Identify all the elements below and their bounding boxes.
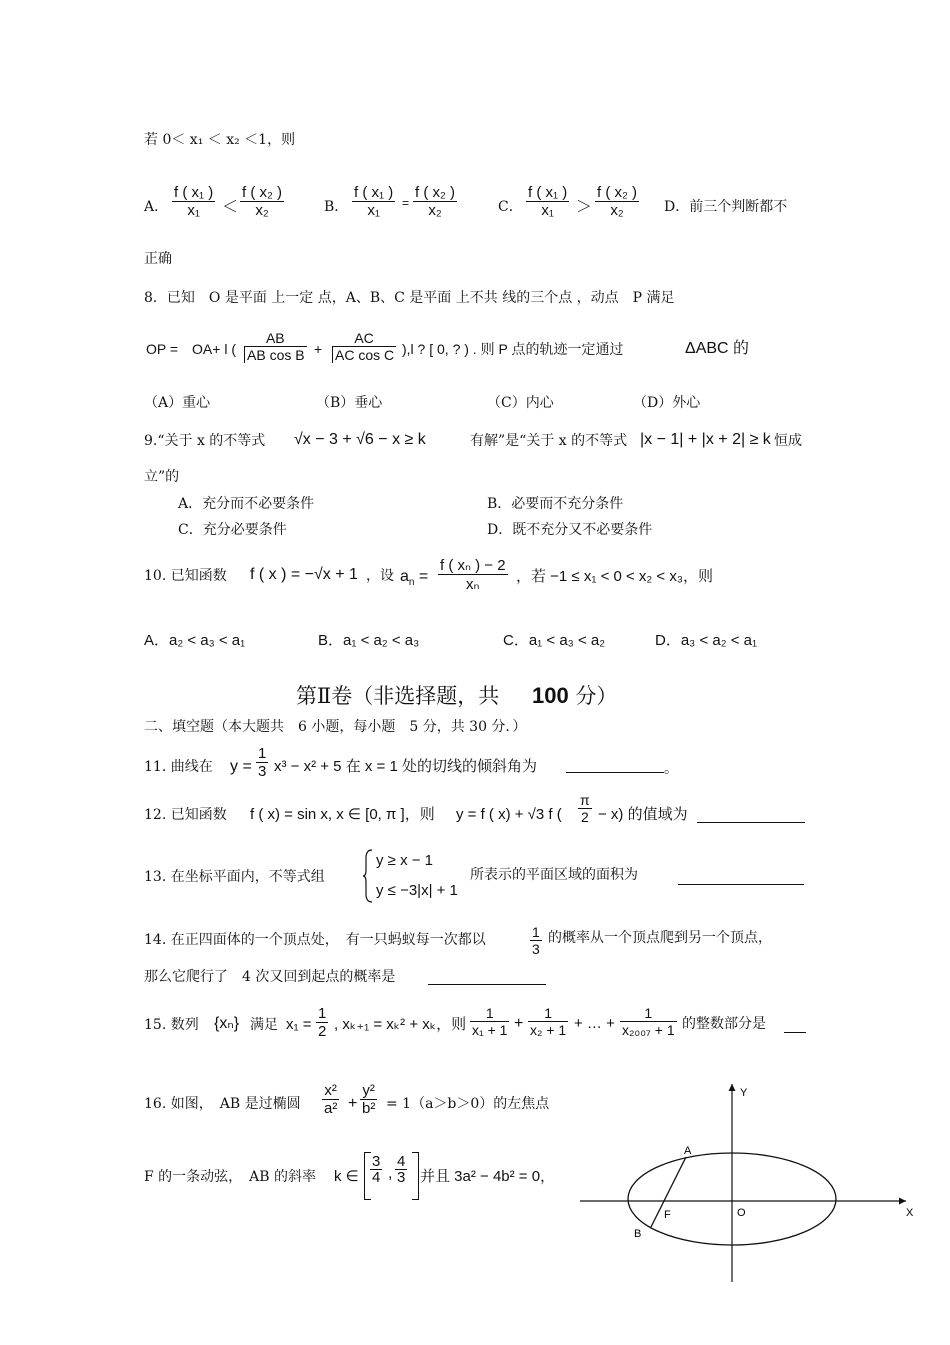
q7-option-c-label: C． [498,199,523,215]
fraction-numerator: π [580,792,590,808]
q7-option-a-frac2 [240,184,284,219]
section-2-title-end: 分） [575,684,618,708]
q13-line-1: y ≥ x − 1 [376,852,434,869]
q15-term-n [620,1005,677,1038]
q16-pre: 16. 如图， AB 是过椭圆 [144,1096,301,1112]
q7-option-d: D．前三个判断都不 [664,199,788,215]
q16-line-2-post: 并且 3a² − 4b² = 0， [420,1168,556,1185]
q11-pre: 11. 曲线在 [144,759,213,775]
fraction-denominator: x₁ + 1 [472,1022,508,1038]
fraction-numerator: f ( x₂ ) [597,184,637,201]
q9-stem-continued: 立”的 [144,469,180,485]
fraction-denominator: 3 [532,941,540,957]
fraction-numerator: 4 [397,1153,406,1170]
fraction-denominator: x₁ [541,202,554,219]
q7-option-d-continued: 正确 [144,251,172,267]
fraction-numerator: 3 [372,1153,381,1170]
q15-recurrence: , xₖ₊₁ = xₖ² + xₖ，则 [334,1016,467,1033]
q15-term-2 [528,1005,568,1038]
section-2-title-text: 第Ⅱ卷（非选择题，共 [296,684,500,708]
fraction-numerator: f ( x₁ ) [174,184,214,201]
q15-plus-1: + [514,1015,524,1032]
q7-stem: 若 0＜ x₁ ＜ x₂ ＜1，则 [144,132,296,148]
q7-option-b-frac1 [352,184,395,219]
fraction-numerator: 1 [620,1005,677,1022]
section-2-score: 100 [531,683,569,708]
right-bracket [412,1152,419,1200]
q12-pre: 12. 已知函数 [144,807,227,823]
fraction-numerator: 1 [532,924,540,940]
q11-answer-blank[interactable] [566,758,664,773]
q15-post: 的整数部分是 [682,1016,766,1032]
q16-x-fraction [322,1082,339,1117]
q14-continued: 那么它爬行了 4 次又回到起点的概率是 [144,969,396,985]
q7-option-a-label: A． [144,199,169,215]
fraction-numerator: x² [322,1082,339,1100]
fraction-numerator: AB [244,330,307,347]
fraction-denominator: 2 [580,809,589,825]
fraction-numerator: f ( x₁ ) [528,184,568,201]
fraction-denominator: AC cos C [332,347,396,363]
q8-stem: 8．已知 O 是平面 上一定 点，A、B、C 是平面 上不共 线的三个点 ，动点 P 满足 [144,290,675,306]
q7-option-c-frac2 [595,184,639,219]
ellipse-figure [578,1076,923,1286]
q12-function: f ( x) = sin x, x ∈ [0, π ]，则 [250,806,435,823]
fraction-denominator: 2 [318,1023,327,1040]
fill-in-heading: 二、填空题（本大题共 6 小题，每小题 5 分，共 30 分．） [144,719,527,735]
fraction-numerator: f ( x₂ ) [415,184,455,201]
fraction-numerator: 1 [470,1005,509,1022]
q7-option-a-relation: ＜ [222,199,239,216]
q9-choice-d: D．既不充分又不必要条件 [487,522,653,538]
q8-formula-right: ),l ? [ 0, ? ) . 则 P 点的轨迹一定通过 [402,341,624,357]
label-f: F [664,1209,671,1221]
fraction-denominator: 4 [372,1169,381,1186]
fraction-numerator: f ( xₙ ) − 2 [440,557,506,574]
q16-y-fraction [360,1082,377,1117]
q11-rest: x³ − x² + 5 在 x = 1 处的切线的倾斜角为 [274,758,537,775]
fraction-numerator: AC [332,330,396,347]
fraction-denominator: b² [362,1100,376,1117]
q16-line-2-pre: F 的一条动弦， AB 的斜率 [144,1169,317,1185]
q13-system-brace [362,848,374,904]
label-y: Y [740,1087,748,1099]
q15-term-1 [470,1005,509,1038]
q9-inequality-1: √x − 3 + √6 − x ≥ k [294,431,426,448]
fraction-denominator: x₁ [187,202,200,219]
q10-an: $a_n$ = [400,568,429,589]
fraction-denominator: x₂ [428,202,442,219]
q13-answer-blank[interactable] [678,870,804,885]
fraction-denominator: 3 [397,1169,406,1186]
q7-option-b-frac2 [413,184,457,219]
section-2-title [296,680,617,710]
q10-choice-c: C．a₁ < a₃ < a₂ [503,632,606,649]
q14-fraction [530,924,542,957]
q15-pre: 15. 数列 [144,1017,199,1033]
q9-stem-1: 9.“关于 x 的不等式 [144,433,266,449]
q9-inequality-2: |x − 1| + |x + 2| ≥ k [640,431,771,448]
q14-post: 的概率从一个顶点爬到另一个顶点， [548,930,772,946]
q15-ellipsis: + … + [574,1015,615,1032]
label-o: O [737,1207,746,1219]
q15-condition: 满足 [250,1017,278,1033]
q9-choice-a: A．充分而不必要条件 [178,496,315,512]
q8-triangle: ΔABC 的 [685,340,750,357]
q15-answer-blank[interactable] [784,1018,806,1033]
q16-plus: + [348,1095,358,1112]
k-range-lower [370,1154,382,1185]
label-b: B [634,1228,642,1240]
fraction-denominator: x₂ + 1 [530,1022,567,1038]
q12-rest: − x) 的值域为 [598,806,688,823]
q15-half-fraction [316,1005,328,1040]
q15-sequence: {xₙ} [214,1015,240,1032]
q8-formula-left: OP = OA+ l ( [146,341,236,357]
q16-ellipse-condition: = 1（a＞b＞0）的左焦点 [386,1096,550,1112]
q8-ac-fraction [332,330,396,363]
q10-stem-1: 10. 已知函数 [144,568,227,584]
q14-pre: 14. 在正四面体的一个顶点处， 有一只蚂蚁每一次都以 [144,932,486,948]
label-a: A [684,1145,692,1157]
comma: , [388,1165,393,1182]
q14-answer-blank[interactable] [428,970,546,985]
q10-stem-2: ，设 [366,568,394,584]
q8-choice-c: （C）内心 [487,395,554,411]
fraction-numerator: f ( x₁ ) [354,184,394,201]
fraction-denominator: x₂ [255,202,269,219]
q10-stem-3: ，若 −1 ≤ x₁ < 0 < x₂ < x₃，则 [516,568,713,585]
q10-choice-a: A．a₂ < a₃ < a₁ [144,632,246,649]
q9-choice-b: B．必要而不充分条件 [487,496,624,512]
q16-k-in: k ∈ [334,1168,359,1185]
q8-ab-fraction [244,330,307,363]
q7-option-c-relation: ＞ [576,199,593,216]
q15-x1: x₁ = [286,1016,312,1033]
fraction-numerator: f ( x₂ ) [242,184,282,201]
q11-fraction [256,745,268,780]
q8-choice-d: （D）外心 [633,395,701,411]
an-symbol: a [400,568,409,585]
fraction-denominator: x₂ [610,202,624,219]
q9-stem-2: 有解”是“关于 x 的不等式 [470,433,628,449]
q10-choice-d: D．a₃ < a₂ < a₁ [655,632,758,649]
q12-y: y = f ( x) + √3 f ( [456,806,562,823]
q9-choice-c: C．充分必要条件 [178,522,287,538]
q11-end: 。 [664,761,678,777]
fraction-denominator: xₙ [466,576,480,593]
q10-choice-b: B．a₁ < a₂ < a₃ [318,632,420,649]
q13-line-2: y ≤ −3|x| + 1 [376,882,458,899]
q9-stem-3: 恒成 [774,433,802,449]
fraction-denominator: a² [324,1100,338,1117]
q10-function: f ( x ) = −√x + 1 [250,566,358,583]
fraction-denominator: AB cos B [244,347,307,363]
q12-answer-blank[interactable] [697,808,805,823]
q7-option-b-label: B． [324,199,349,215]
q7-option-c-frac1 [526,184,569,219]
q8-choice-a: （A）重心 [144,395,211,411]
q7-option-b-relation: = [402,196,410,210]
q13-pre: 13. 在坐标平面内，不等式组 [144,869,325,885]
q13-post: 所表示的平面区域的面积为 [470,867,638,883]
fraction-denominator: x₂₀₀₇ + 1 [622,1022,675,1038]
fraction-numerator: y² [360,1082,377,1100]
q11-y: y = [230,758,252,775]
label-x: X [906,1207,914,1219]
fraction-numerator: 1 [318,1005,327,1022]
fraction-numerator: 1 [528,1005,568,1022]
q12-fraction [578,792,592,825]
q8-choice-b: （B）垂心 [316,395,383,411]
q10-an-fraction [438,556,508,593]
q8-plus: + [314,341,323,357]
fraction-denominator: x₁ [367,202,380,219]
fraction-denominator: 3 [258,763,267,780]
k-range-upper [395,1154,407,1185]
fraction-numerator: 1 [258,745,267,762]
q7-option-a-frac1 [172,184,215,219]
